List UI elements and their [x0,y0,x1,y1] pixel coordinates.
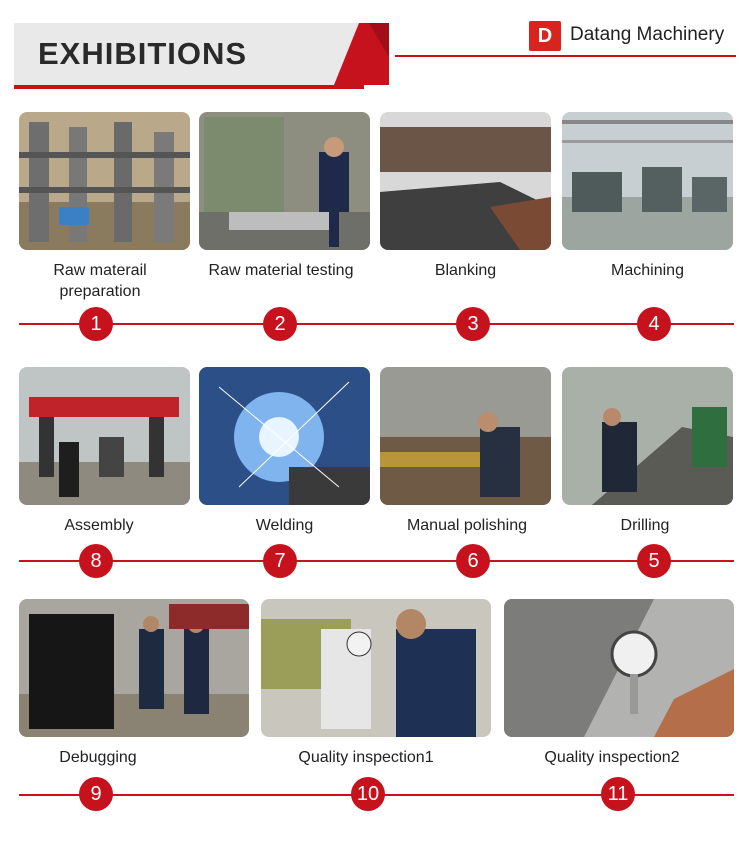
step-caption: Debugging [59,749,137,766]
step-photo-machining [562,112,733,250]
step-caption: Assembly [64,517,134,534]
step-number-badge: 11 [601,777,635,811]
step-photo-quality-inspection-2 [504,599,734,737]
timeline-line [19,323,734,325]
step-photo-welding [199,367,370,505]
header-divider [395,55,736,57]
step-photo-blanking [380,112,551,250]
step-number-badge: 4 [637,307,671,341]
step-photo-manual-polishing [380,367,551,505]
step-number-badge: 8 [79,544,113,578]
step-number-badge: 2 [263,307,297,341]
step-number-badge: 6 [456,544,490,578]
step-photo-raw-material-preparation [19,112,190,250]
step-caption: Manual polishing [406,517,528,534]
step-photo-raw-material-testing [199,112,370,250]
step-photo-debugging [19,599,249,737]
datang-logo-icon: D [529,21,561,51]
step-photo-assembly [19,367,190,505]
step-number-badge: 5 [637,544,671,578]
step-number-badge: 10 [351,777,385,811]
step-number-badge: 3 [456,307,490,341]
timeline-line [19,560,734,562]
page-title: EXHIBITIONS [38,36,248,71]
step-caption: Raw material testing [208,262,354,279]
step-photo-quality-inspection-1 [261,599,491,737]
step-caption: Quality inspection2 [544,749,680,766]
step-number-badge: 7 [263,544,297,578]
step-caption: Blanking [434,262,497,279]
step-number-badge: 1 [79,307,113,341]
step-caption: Quality inspection1 [298,749,434,766]
step-caption: Machining [611,262,684,279]
step-caption: Raw materail preparation [53,262,147,300]
step-number-badge: 9 [79,777,113,811]
page-header [0,0,750,100]
step-caption: Drilling [620,517,670,534]
brand-name: Datang Machinery [570,24,725,45]
step-caption: Welding [255,517,314,534]
step-photo-drilling [562,367,733,505]
title-underline [14,85,364,89]
